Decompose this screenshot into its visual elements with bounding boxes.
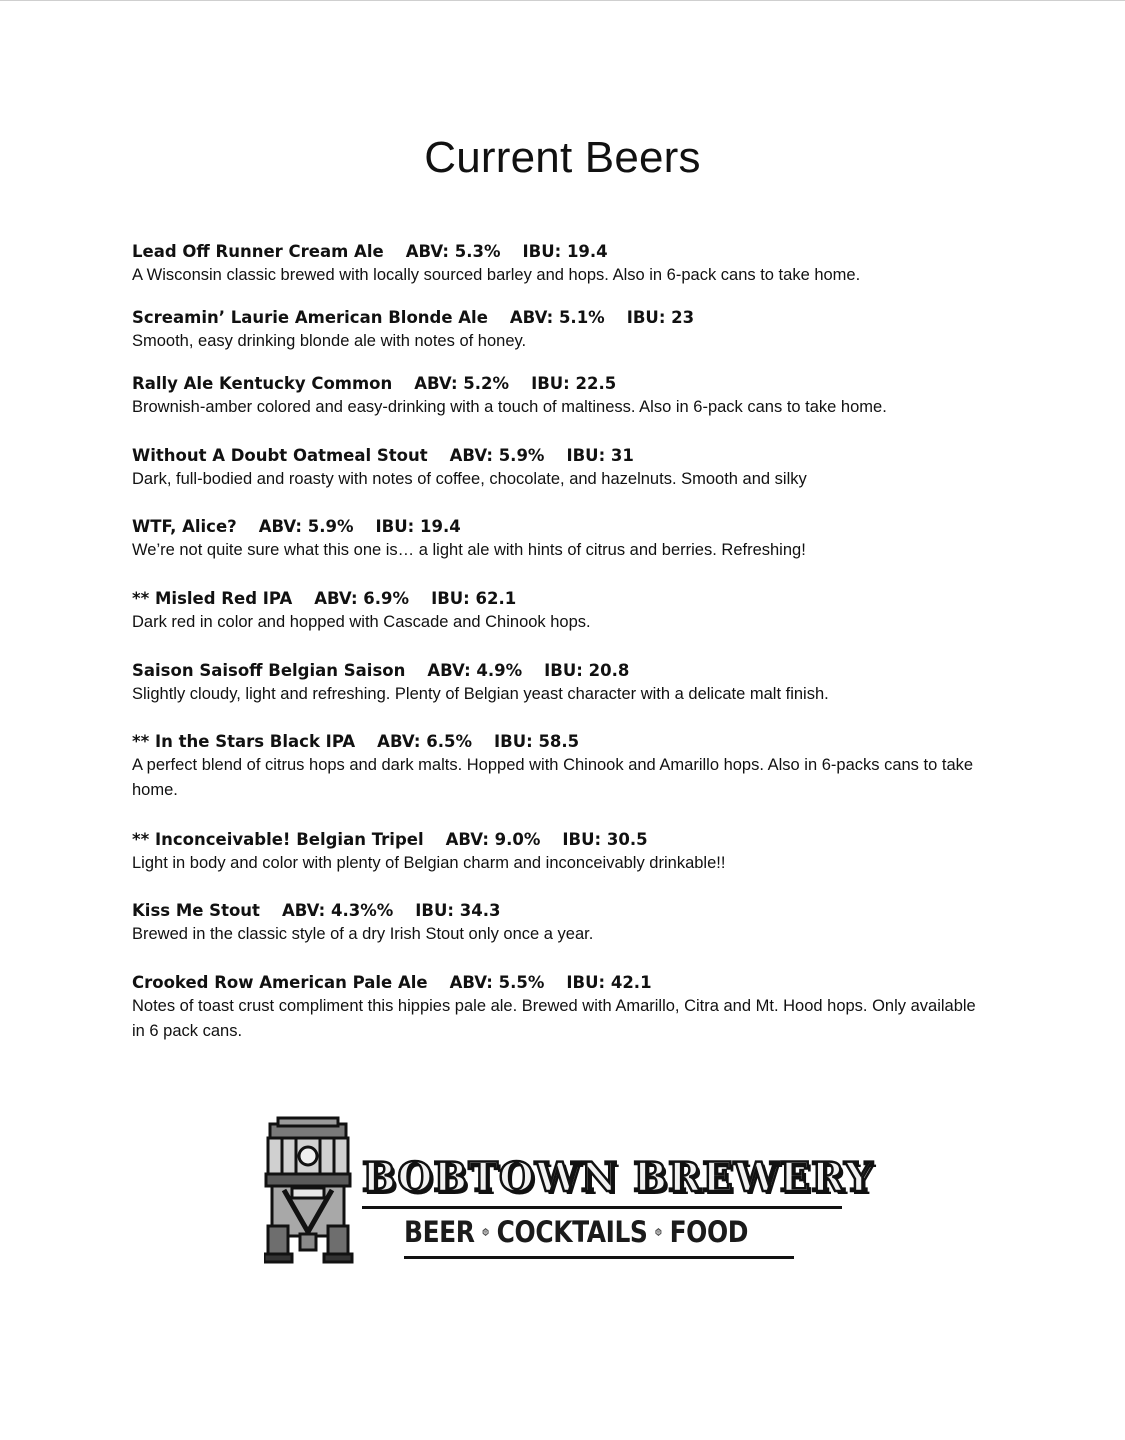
beer-name: Kiss Me Stout [132,901,260,920]
beer-ibu: IBU: 58.5 [493,732,580,751]
beer-abv: ABV: 5.3% [405,242,501,261]
beer-description: We’re not quite sure what this one is… a light ale with hints of citrus and berries. Refreshing! [132,541,806,559]
beer-item [132,830,992,876]
beer-name: Saison Saisoff Belgian Saison [132,661,406,680]
beer-description: Slightly cloudy, light and refreshing. Plenty of Belgian yeast character with a delicate malt finish. [132,685,829,703]
beer-header [132,589,992,609]
beer-item [132,973,992,1044]
beer-header [132,517,992,537]
beer-abv: ABV: 5.9% [258,517,354,536]
top-border [0,0,1125,1]
tagline-beer: BEER [404,1215,475,1249]
beer-ibu: IBU: 34.3 [415,901,501,920]
beer-description: Smooth, easy drinking blonde ale with notes of honey. [132,332,527,350]
beer-name: ** In the Stars Black IPA [132,732,356,751]
beer-abv: ABV: 5.2% [414,374,510,393]
beer-description: Notes of toast crust compliment this hippies pale ale. Brewed with Amarillo, Citra and Mt. Hood hops. Only available in 6 pack cans. [132,997,976,1040]
beer-ibu: IBU: 20.8 [544,661,630,680]
beer-ibu: IBU: 31 [566,446,634,465]
beer-name: Rally Ale Kentucky Common [132,374,393,393]
beer-ibu: IBU: 42.1 [566,973,652,992]
beer-abv: ABV: 9.0% [445,830,541,849]
beer-description: Dark red in color and hopped with Cascade and Chinook hops. [132,613,591,631]
beer-ibu: IBU: 19.4 [522,242,608,261]
beer-header [132,374,992,394]
beer-item [132,446,992,492]
beer-description: A perfect blend of citrus hops and dark malts. Hopped with Chinook and Amarillo hops. Also in 6-packs cans to take home. [132,756,974,799]
beer-item [132,732,992,803]
beer-description: Brownish-amber colored and easy-drinking with a touch of maltiness. Also in 6-pack cans to take home. [132,398,887,416]
beer-ibu: IBU: 30.5 [562,830,648,849]
beer-ibu: IBU: 22.5 [531,374,617,393]
beer-abv: ABV: 4.9% [427,661,523,680]
beer-abv: ABV: 5.1% [509,308,605,327]
logo-underline [404,1256,794,1259]
beer-ibu: IBU: 23 [626,308,695,327]
logo-divider [362,1206,842,1209]
beer-header [132,446,992,466]
brand-name: BOBTOWN BREWERY [362,1154,874,1201]
beer-item [132,517,992,563]
beer-name: ** Inconceivable! Belgian Tripel [132,830,424,849]
hop-icon [655,1216,662,1248]
logo-tagline [404,1212,748,1252]
beer-header [132,973,992,993]
beer-item [132,242,992,288]
beer-description: Brewed in the classic style of a dry Irish Stout only once a year. [132,925,594,943]
beer-header [132,308,992,328]
beer-ibu: IBU: 62.1 [431,589,517,608]
beer-abv: ABV: 5.5% [449,973,545,992]
beer-item [132,661,992,707]
beer-name: Screamin’ Laurie American Blonde Ale [132,308,488,327]
beer-item [132,374,992,420]
beer-abv: ABV: 6.5% [377,732,472,751]
beer-abv: ABV: 5.9% [449,446,545,465]
beer-item [132,901,992,947]
beer-header [132,661,992,681]
hop-icon [482,1216,489,1248]
beer-item [132,589,992,635]
beer-header [132,830,992,850]
beer-description: A Wisconsin classic brewed with locally sourced barley and hops. Also in 6-pack cans to take home. [132,266,861,284]
beer-name: Without A Doubt Oatmeal Stout [132,446,428,465]
tagline-food: FOOD [669,1215,748,1249]
beer-description: Dark, full-bodied and roasty with notes of coffee, chocolate, and hazelnuts. Smooth and silky [132,470,807,488]
beer-name: Crooked Row American Pale Ale [132,973,428,992]
beer-name: ** Misled Red IPA [132,589,293,608]
beer-abv: ABV: 4.3%% [281,901,394,920]
beer-name: Lead Off Runner Cream Ale [132,242,384,261]
beer-abv: ABV: 6.9% [314,589,410,608]
page-title: Current Beers [424,133,701,182]
beer-header [132,242,992,262]
tagline-cocktails: COCKTAILS [496,1215,648,1249]
beer-name: WTF, Alice? [132,517,237,536]
beer-description: Light in body and color with plenty of Belgian charm and inconceivably drinkable!! [132,854,726,872]
beer-item [132,308,992,354]
beer-header [132,732,992,752]
beer-ibu: IBU: 19.4 [375,517,461,536]
beer-header [132,901,992,921]
